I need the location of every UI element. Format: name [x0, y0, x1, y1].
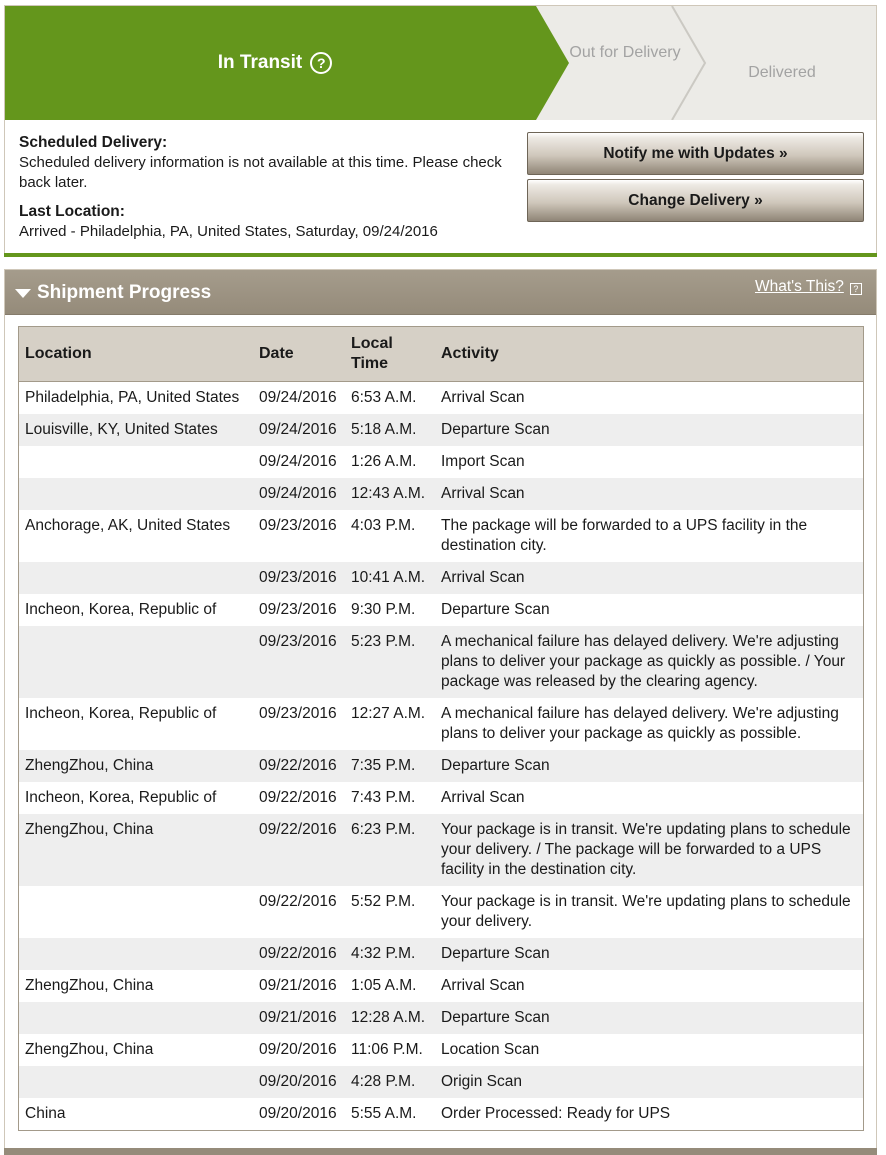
table-row — [19, 814, 863, 886]
shipment-progress-header[interactable] — [5, 270, 876, 315]
table-body — [19, 381, 863, 1130]
cell-date: 09/23/2016 — [253, 698, 345, 750]
cell-date: 09/24/2016 — [253, 414, 345, 446]
scheduled-delivery-label: Scheduled Delivery: — [19, 134, 168, 151]
cell-location — [19, 1066, 253, 1098]
cell-local-time: 7:43 P.M. — [345, 782, 435, 814]
cell-date: 09/22/2016 — [253, 886, 345, 938]
cell-date: 09/22/2016 — [253, 782, 345, 814]
cell-local-time: 7:35 P.M. — [345, 750, 435, 782]
table-row — [19, 1066, 863, 1098]
scheduled-delivery-text: Scheduled delivery information is not available at this time. Please check back later. — [19, 154, 502, 191]
cell-local-time: 4:03 P.M. — [345, 510, 435, 562]
cell-activity: Departure Scan — [435, 1002, 863, 1034]
cell-local-time: 5:18 A.M. — [345, 414, 435, 446]
column-header-location: Location — [19, 327, 253, 381]
cell-activity: Location Scan — [435, 1034, 863, 1066]
cell-location: ZhengZhou, China — [19, 750, 253, 782]
cell-date: 09/24/2016 — [253, 381, 345, 414]
table-row — [19, 1034, 863, 1066]
last-location-text: Arrived - Philadelphia, PA, United States, Saturday, 09/24/2016 — [19, 223, 438, 240]
cell-location: ZhengZhou, China — [19, 1034, 253, 1066]
cell-location: China — [19, 1098, 253, 1130]
cell-local-time: 11:06 P.M. — [345, 1034, 435, 1066]
table-row — [19, 594, 863, 626]
table-row — [19, 562, 863, 594]
cell-location: Incheon, Korea, Republic of — [19, 698, 253, 750]
step-divider — [672, 6, 705, 120]
help-icon[interactable]: ? — [310, 52, 332, 74]
cell-date: 09/22/2016 — [253, 814, 345, 886]
step-out-for-delivery: Out for Delivery — [569, 44, 681, 61]
shipment-progress-table-wrapper — [18, 326, 864, 1131]
help-square-icon[interactable]: ? — [850, 283, 862, 295]
cell-activity: Your package is in transit. We're updating plans to schedule your delivery. / The package will be forwarded to a UPS facility in the destination city. — [435, 814, 863, 886]
shipment-progress-section — [4, 269, 877, 1155]
cell-location — [19, 478, 253, 510]
cell-location: Incheon, Korea, Republic of — [19, 594, 253, 626]
cell-location: Anchorage, AK, United States — [19, 510, 253, 562]
shipment-progress-table — [19, 327, 863, 1130]
delivery-status-panel — [4, 5, 877, 257]
cell-local-time: 1:05 A.M. — [345, 970, 435, 1002]
table-row — [19, 1098, 863, 1130]
cell-activity: Departure Scan — [435, 414, 863, 446]
cell-location: Philadelphia, PA, United States — [19, 381, 253, 414]
cell-location: Louisville, KY, United States — [19, 414, 253, 446]
cell-location — [19, 562, 253, 594]
cell-date: 09/24/2016 — [253, 446, 345, 478]
notify-updates-button[interactable]: Notify me with Updates » — [527, 132, 864, 175]
cell-activity: Arrival Scan — [435, 381, 863, 414]
table-row — [19, 1002, 863, 1034]
cell-local-time: 4:28 P.M. — [345, 1066, 435, 1098]
cell-local-time: 1:26 A.M. — [345, 446, 435, 478]
cell-local-time: 4:32 P.M. — [345, 938, 435, 970]
cell-location: Incheon, Korea, Republic of — [19, 782, 253, 814]
cell-date: 09/23/2016 — [253, 510, 345, 562]
cell-local-time: 5:52 P.M. — [345, 886, 435, 938]
cell-activity: Arrival Scan — [435, 562, 863, 594]
delivery-info — [19, 133, 509, 242]
cell-local-time: 12:27 A.M. — [345, 698, 435, 750]
cell-date: 09/20/2016 — [253, 1034, 345, 1066]
whats-this-link-group[interactable] — [755, 278, 862, 296]
cell-activity: A mechanical failure has delayed delivery. We're adjusting plans to deliver your package as quickly as possible. — [435, 698, 863, 750]
cell-date: 09/24/2016 — [253, 478, 345, 510]
cell-activity: Order Processed: Ready for UPS — [435, 1098, 863, 1130]
cell-local-time: 6:53 A.M. — [345, 381, 435, 414]
step-in-transit-label: In Transit — [217, 52, 303, 73]
column-header-local-time: Local Time — [345, 327, 435, 381]
cell-activity: A mechanical failure has delayed delivery. We're adjusting plans to deliver your package as quickly as possible. / Your package was released by the clearing agency. — [435, 626, 863, 698]
table-row — [19, 938, 863, 970]
cell-local-time: 9:30 P.M. — [345, 594, 435, 626]
cell-date: 09/23/2016 — [253, 626, 345, 698]
cell-location: ZhengZhou, China — [19, 970, 253, 1002]
cell-activity: Origin Scan — [435, 1066, 863, 1098]
cell-activity: The package will be forwarded to a UPS facility in the destination city. — [435, 510, 863, 562]
cell-activity: Your package is in transit. We're updating plans to schedule your delivery. — [435, 886, 863, 938]
cell-activity: Arrival Scan — [435, 782, 863, 814]
table-header-row — [19, 327, 863, 381]
cell-activity: Arrival Scan — [435, 970, 863, 1002]
table-row — [19, 750, 863, 782]
collapse-triangle-icon[interactable] — [15, 289, 31, 298]
cell-location — [19, 626, 253, 698]
cell-local-time: 6:23 P.M. — [345, 814, 435, 886]
table-row — [19, 414, 863, 446]
cell-date: 09/22/2016 — [253, 938, 345, 970]
cell-location: ZhengZhou, China — [19, 814, 253, 886]
table-row — [19, 446, 863, 478]
cell-local-time: 5:55 A.M. — [345, 1098, 435, 1130]
last-location-label: Last Location: — [19, 203, 125, 220]
cell-location — [19, 938, 253, 970]
cell-date: 09/20/2016 — [253, 1066, 345, 1098]
table-row — [19, 381, 863, 414]
cell-date: 09/20/2016 — [253, 1098, 345, 1130]
table-row — [19, 626, 863, 698]
cell-location — [19, 886, 253, 938]
cell-date: 09/21/2016 — [253, 1002, 345, 1034]
table-row — [19, 478, 863, 510]
table-row — [19, 886, 863, 938]
cell-date: 09/22/2016 — [253, 750, 345, 782]
cell-activity: Departure Scan — [435, 938, 863, 970]
cell-local-time: 10:41 A.M. — [345, 562, 435, 594]
cell-activity: Departure Scan — [435, 750, 863, 782]
table-row — [19, 510, 863, 562]
cell-local-time: 5:23 P.M. — [345, 626, 435, 698]
table-row — [19, 782, 863, 814]
column-header-date: Date — [253, 327, 345, 381]
cell-activity: Import Scan — [435, 446, 863, 478]
table-row — [19, 970, 863, 1002]
change-delivery-button[interactable]: Change Delivery » — [527, 179, 864, 222]
cell-date: 09/23/2016 — [253, 562, 345, 594]
step-delivered: Delivered — [748, 64, 816, 81]
shipment-progress-title: Shipment Progress — [37, 282, 212, 303]
section-bottom-bar — [4, 1148, 877, 1155]
delivery-progress-tracker — [5, 6, 876, 120]
column-header-activity: Activity — [435, 327, 863, 381]
cell-local-time: 12:28 A.M. — [345, 1002, 435, 1034]
cell-local-time: 12:43 A.M. — [345, 478, 435, 510]
cell-location — [19, 1002, 253, 1034]
table-row — [19, 698, 863, 750]
step-in-transit — [5, 6, 545, 120]
cell-location — [19, 446, 253, 478]
cell-date: 09/21/2016 — [253, 970, 345, 1002]
cell-activity: Departure Scan — [435, 594, 863, 626]
cell-date: 09/23/2016 — [253, 594, 345, 626]
cell-activity: Arrival Scan — [435, 478, 863, 510]
whats-this-link[interactable]: What's This? — [755, 278, 844, 295]
